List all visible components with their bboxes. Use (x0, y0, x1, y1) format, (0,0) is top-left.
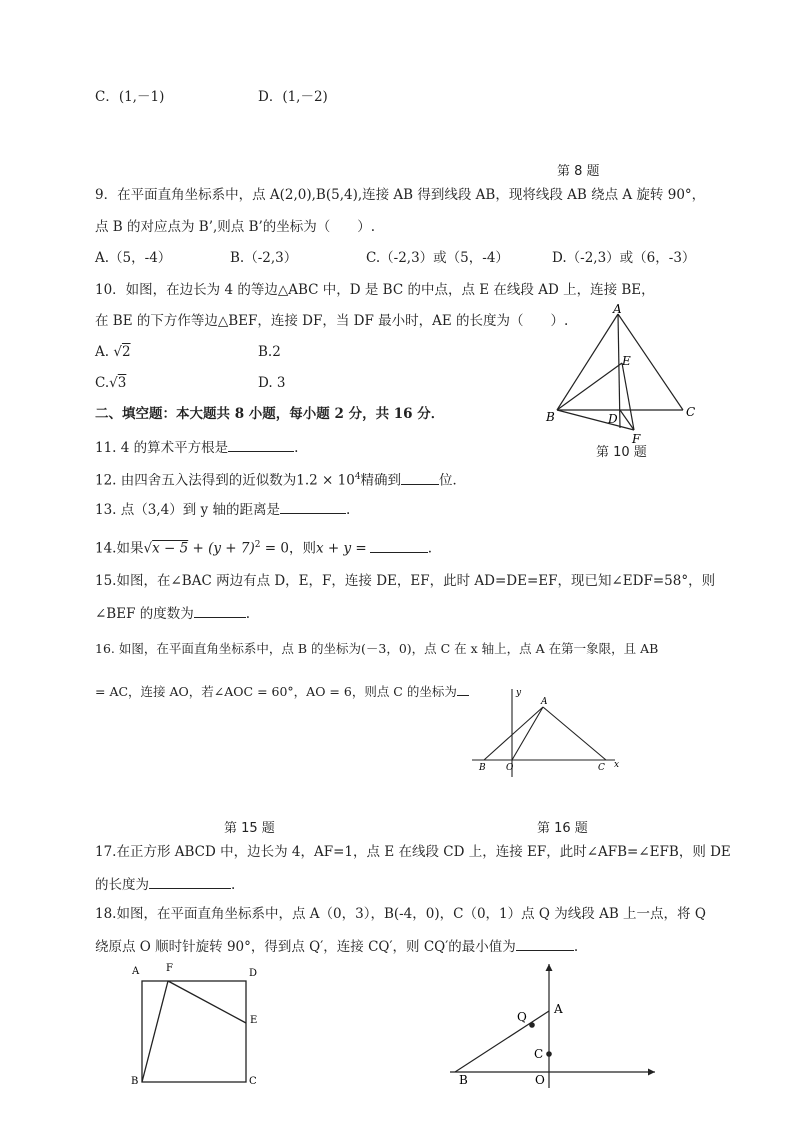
q10-label-e: E (622, 354, 631, 368)
q15-line-2-text: ∠BEF 的度数为 (95, 606, 194, 622)
q9-option-b: B.（-2,3） (230, 250, 298, 266)
q11-text: 11. 4 的算术平方根是 (95, 440, 229, 456)
q16-label-x: x (614, 760, 620, 770)
q12-end: 位． (439, 472, 467, 489)
q15-end: . (245, 606, 251, 622)
q10-line-2: 在 BE 的下方作等边△BEF，连接 DF，当 DF 最小时，AE 的长度为（ ）. (95, 313, 569, 329)
q18-point-q (529, 1022, 535, 1028)
q10-label-c: C (686, 405, 696, 419)
q16-answer-blank (457, 681, 469, 696)
q11-line (95, 437, 298, 457)
q17-segment-fb (142, 981, 168, 1082)
q12-answer-blank (401, 470, 439, 485)
q9-line-1: 9．在平面直角坐标系中，点 A(2,0),B(5,4),连接 AB 得到线段 AB，现将线段 AB 绕点 A 旋转 90°， (95, 187, 706, 203)
q17-answer-blank (149, 874, 231, 889)
q18-figure (445, 958, 665, 1093)
q14-answer-blank (370, 538, 428, 553)
q10-option-a-radicand: 2 (121, 344, 131, 360)
q10-label-d: D (608, 412, 618, 426)
q16-figure (470, 685, 630, 785)
q16-label-b: B (479, 763, 486, 773)
q10-option-d: D. 3 (258, 375, 286, 391)
sqrt-sign: √ (143, 540, 153, 557)
q10-option-a (95, 343, 131, 361)
q12-prefix: 12. 由四舍五入法得到的近似数为 (95, 472, 297, 489)
q8-option-c: C．(1,－1) (95, 89, 165, 105)
q9-option-d: D.（-2,3）或（6，-3） (552, 250, 696, 266)
q17-line-2-text: 的长度为 (95, 877, 149, 893)
q17-label-a: A (132, 966, 140, 977)
q16-line-1: 16. 如图，在平面直角坐标系中，点 B 的坐标为(－3，0)，点 C 在 x 轴上，点 A 在第一象限，且 AB (95, 641, 659, 656)
q14-expression: x + y = (315, 540, 367, 557)
q17-label-d: D (249, 968, 258, 979)
q17-line-2 (95, 874, 235, 894)
q12-line (95, 468, 466, 490)
q10-figure-caption: 第 10 题 (596, 445, 647, 460)
q10-segment-be (557, 363, 622, 410)
q16-line-2 (95, 681, 469, 701)
q14-prefix: 14.如果 (95, 540, 144, 557)
q15-answer-blank (194, 603, 246, 618)
q9-line-2: 点 B 的对应点为 B’,则点 B’的坐标为（ ）. (95, 219, 376, 235)
q14-radicand: x − 5 (152, 540, 189, 557)
q10-label-b: B (546, 410, 555, 424)
q18-label-b: B (459, 1073, 468, 1087)
q17-figure (125, 960, 270, 1090)
q16-segment-ao (512, 707, 543, 760)
q18-line-2-text: 绕原点 O 顺时针旋转 90°，得到点 Q′，连接 CQ′，则 CQ′的最小值为 (95, 939, 516, 955)
q10-option-c-radicand: 3 (117, 375, 127, 391)
q17-label-c: C (249, 1076, 257, 1087)
q16-figure-caption: 第 16 题 (537, 821, 588, 836)
q12-exponent: 4 (354, 472, 361, 482)
sqrt-sign: √ (109, 375, 118, 391)
q14-square: 2 (254, 540, 261, 550)
q10-option-a-prefix: A. (95, 344, 110, 360)
q17-line-1: 17.在正方形 ABCD 中，边长为 4，AF=1，点 E 在线段 CD 上，连接 EF，此时∠AFB=∠EFB，则 DE (95, 844, 731, 860)
q9-option-a: A.（5，-4） (95, 250, 172, 266)
q15-line-1: 15.如图，在∠BAC 两边有点 D，E，F，连接 DE，EF，此时 AD=DE=EF，现已知∠EDF=58°，则 (95, 573, 716, 589)
q8-option-d: D．(1,－2) (258, 89, 328, 105)
q10-option-b: B.2 (258, 344, 281, 360)
q12-number: 1.2 × 10 (296, 472, 355, 489)
q13-text: 13. 点（3,4）到 y 轴的距离是 (95, 502, 280, 518)
q16-label-a: A (541, 697, 548, 707)
q16-label-o: O (506, 763, 514, 773)
q10-segment-ab (557, 314, 618, 410)
q16-label-c: C (598, 763, 605, 773)
q11-answer-blank (228, 437, 294, 452)
q9-option-c: C.（-2,3）或（5，-4） (366, 250, 509, 266)
q10-option-c-prefix: C. (95, 375, 110, 391)
q18-y-arrow (546, 964, 553, 971)
q18-answer-blank (516, 936, 574, 951)
q15-line-2 (95, 603, 250, 623)
q10-label-f: F (632, 432, 641, 446)
q18-line-2 (95, 936, 578, 956)
q10-label-a: A (613, 302, 622, 316)
q14-eq: = 0，则 (260, 540, 316, 557)
q13-end: . (345, 502, 351, 518)
q13-answer-blank (280, 499, 346, 514)
q17-segment-fe (168, 981, 246, 1023)
q18-end: . (573, 939, 579, 955)
q17-label-f: F (166, 963, 173, 974)
q10-line-1: 10．如图，在边长为 4 的等边△ABC 中，D 是 BC 的中点，点 E 在线段 AD 上，连接 BE， (95, 282, 655, 298)
q17-end: . (231, 877, 236, 893)
q10-option-c (95, 374, 126, 392)
q18-label-q: Q (517, 1010, 527, 1024)
sqrt-sign: √ (113, 344, 122, 360)
q12-suffix: 精确到 (360, 472, 402, 489)
q16-line-2-text: = AC，连接 AO，若∠AOC = 60°，AO = 6，则点 C 的坐标为 (95, 684, 457, 699)
q17-label-e: E (250, 1015, 258, 1026)
q15-figure-caption: 第 15 题 (224, 821, 275, 836)
q14-line (95, 536, 432, 558)
q10-segment-ef (622, 363, 634, 430)
section-heading: 二、填空题：本大题共 8 小题，每小题 2 分，共 16 分． (95, 406, 445, 422)
q10-segment-ad (618, 314, 620, 428)
q17-label-b: B (131, 1076, 139, 1087)
q18-point-c (546, 1051, 552, 1057)
q11-end: . (294, 440, 299, 456)
q16-segment-ab (484, 707, 543, 760)
q8-figure-caption: 第 8 题 (557, 164, 600, 179)
q18-line-1: 18.如图，在平面直角坐标系中，点 A（0，3），B(-4，0)，C（0，1）点 Q 为线段 AB 上一点，将 Q (95, 906, 706, 922)
q18-x-arrow (648, 1069, 655, 1076)
q16-label-y: y (516, 688, 522, 698)
q13-line (95, 499, 350, 519)
q17-square (142, 981, 246, 1082)
q18-segment-ab (455, 1011, 549, 1072)
q18-label-c: C (534, 1047, 544, 1061)
q18-label-o: O (535, 1073, 545, 1087)
q16-segment-ac (543, 707, 606, 760)
q10-figure (540, 300, 710, 465)
q18-label-a: A (554, 1002, 563, 1016)
q14-end: . (427, 540, 433, 557)
q14-mid: + (y + 7) (188, 540, 255, 557)
